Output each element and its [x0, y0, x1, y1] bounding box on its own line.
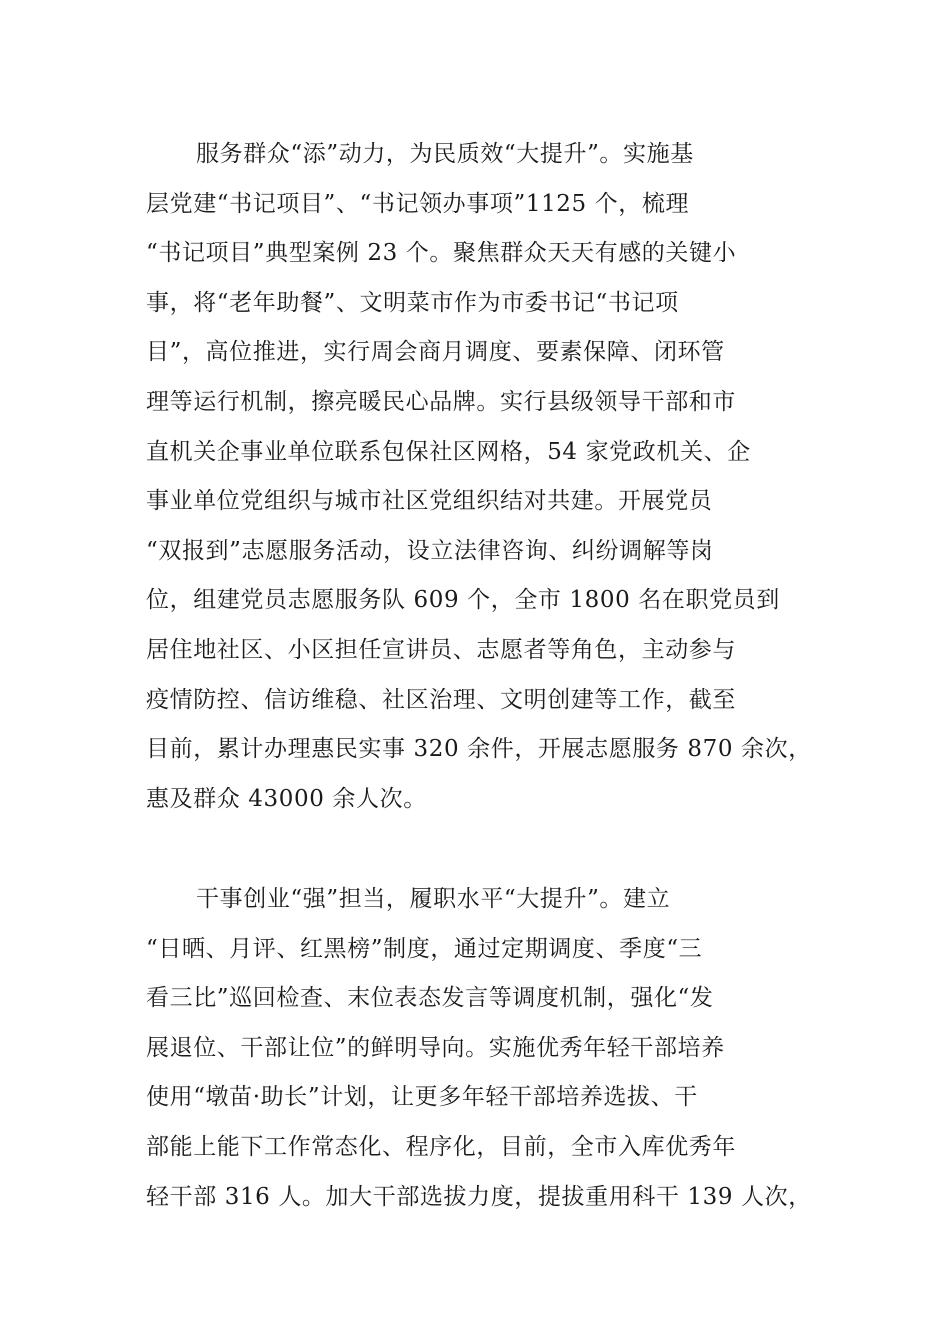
paragraph-entrepreneurship	[146, 875, 826, 1222]
paragraph-line: 部能上能下工作常态化、程序化，目前，全市入库优秀年	[146, 1133, 736, 1160]
paragraph-service	[146, 130, 826, 824]
paragraph-line: 轻干部 316 人。加大干部选拔力度，提拔重用科干 139 人次，	[146, 1183, 812, 1210]
paragraph-line: 使用“墩苗·助长”计划，让更多年轻干部培养选拔、干	[146, 1084, 698, 1111]
paragraph-line: 干事创业“强”担当，履职水平“大提升”。建立	[196, 886, 671, 912]
paragraph-line: 事业单位党组织与城市社区党组织结对共建。开展党员	[146, 488, 713, 515]
paragraph-line: 位，组建党员志愿服务队 609 个，全市 1800 名在职党员到	[146, 587, 780, 614]
paragraph-line: 目前，累计办理惠民实事 320 余件，开展志愿服务 870 余次，	[146, 736, 812, 763]
paragraph-line: 服务群众“添”动力，为民质效“大提升”。实施基	[196, 141, 694, 167]
paragraph-line: 层党建“书记项目”、“书记领办事项”1125 个，梳理	[146, 190, 690, 217]
paragraph-line: “双报到”志愿服务活动，设立法律咨询、纠纷调解等岗	[146, 537, 714, 564]
paragraph-line: 看三比”巡回检查、末位表态发言等调度机制，强化“发	[146, 985, 714, 1012]
paragraph-line: 疫情防控、信访维稳、社区治理、文明创建等工作，截至	[146, 686, 736, 713]
paragraph-line: 目”，高位推进，实行周会商月调度、要素保障、闭环管	[146, 339, 725, 366]
paragraph-line: “日晒、月评、红黑榜”制度，通过定期调度、季度“三	[146, 935, 703, 962]
paragraph-line: 直机关企事业单位联系包保社区网格，54 家党政机关、企	[146, 438, 751, 465]
paragraph-line: 惠及群众 43000 余人次。	[146, 785, 427, 812]
paragraph-line: “书记项目”典型案例 23 个。聚焦群众天天有感的关键小	[146, 240, 737, 267]
paragraph-line: 事，将“老年助餐”、文明菜市作为市委书记“书记项	[146, 289, 679, 316]
paragraph-line: 展退位、干部让位”的鲜明导向。实施优秀年轻干部培养	[146, 1034, 725, 1061]
paragraph-line: 居住地社区、小区担任宣讲员、志愿者等角色，主动参与	[146, 636, 736, 663]
paragraph-line: 理等运行机制，擦亮暖民心品牌。实行县级领导干部和市	[146, 388, 736, 415]
